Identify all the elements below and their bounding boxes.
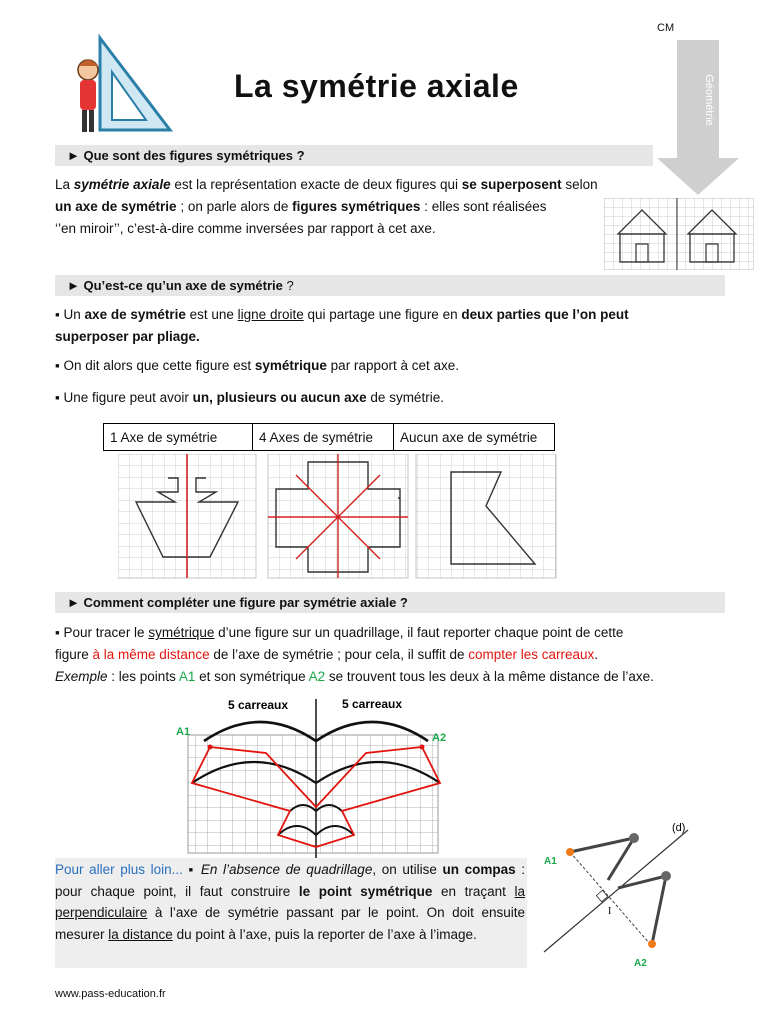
fig-compass-a2: A2 <box>634 958 647 969</box>
fig-point-i: I <box>608 906 612 917</box>
cell-four-axes: 4 Axes de symétrie <box>253 424 394 451</box>
paragraph-definition: La symétrie axiale est la représentation exacte de deux figures qui se superposent selon un axe de symétrie ; on parle alors de figures symétriques : elles sont réalisées ‘’en miroir’’, c’est-à-dire comme inversées par rapport à cet axe. <box>55 177 598 236</box>
symmetric-houses-figure <box>604 198 754 270</box>
bullet-symmetric: ▪ On dit alors que cette figure est symétrique par rapport à cet axe. <box>55 358 459 373</box>
section-heading-figures: ► Que sont des figures symétriques ? <box>55 145 653 166</box>
set-square-mascot-icon <box>70 30 180 140</box>
footer-url[interactable]: www.pass-education.fr <box>55 988 166 1000</box>
paragraph-compass: Pour aller plus loin... ▪ En l’absence de quadrillage, on utilise un compas : pour chaque point, il faut construire le point symétrique en traçant la perpendiculaire à l’axe de symétrie passant par le point. On doit ensuite mesurer la distance du point à l’axe, puis la reporter de l’axe à l’image. <box>55 862 525 942</box>
fig-point-a2: A2 <box>432 732 447 744</box>
banner-text: Géométrie <box>703 74 715 126</box>
level-label: CM <box>657 22 675 34</box>
bullet-number-of-axes: ▪ Une figure peut avoir un, plusieurs ou aucun axe de symétrie. <box>55 390 444 405</box>
fig-line-d: (d) <box>672 822 686 834</box>
fig-label-left: 5 carreaux <box>228 698 289 712</box>
axes-examples-figure <box>118 454 558 580</box>
paragraph-method: ▪ Pour tracer le symétrique d’une figure sur un quadrillage, il faut reporter chaque point de cette figure à la même distance de l’axe de symétrie ; pour cela, il suffit de compter les carreaux. Exemple : les points A1 et son symétrique A2 se trouvent tous les deux à la même distance de l’axe. <box>55 625 654 684</box>
fig-compass-a1: A1 <box>544 856 557 867</box>
cell-one-axis: 1 Axe de symétrie <box>104 424 253 451</box>
fig-point-a1: A1 <box>176 726 191 738</box>
counting-squares-figure <box>170 695 460 860</box>
compass-construction-figure <box>538 818 706 970</box>
section-heading-complete: ► Comment compléter une figure par symétrie axiale ? <box>55 592 725 613</box>
fig-label-right: 5 carreaux <box>342 697 403 711</box>
axes-table <box>103 423 555 451</box>
geometry-banner-arrow <box>655 40 745 198</box>
bullet-axis-definition: ▪ Un axe de symétrie est une ligne droite qui partage une figure en deux parties que l’on peut superposer par pliage. <box>55 307 629 344</box>
section-heading-axis: ► Qu’est-ce qu’un axe de symétrie ? <box>55 275 725 296</box>
page-title: La symétrie axiale <box>234 68 519 104</box>
cell-no-axis: Aucun axe de symétrie <box>394 424 555 451</box>
